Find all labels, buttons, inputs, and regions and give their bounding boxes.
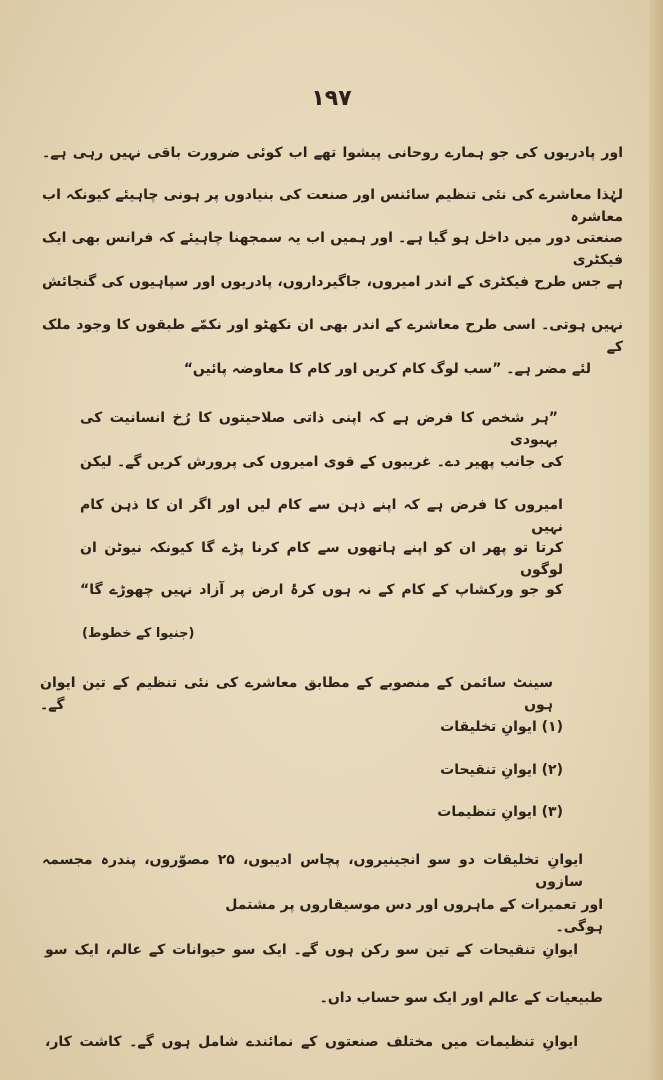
page-number: ۱۹۷ <box>311 86 352 111</box>
text-line: سینٹ سائمن کے منصوبے کے مطابق معاشرے کی نئی تنظیم کے تین ایوان ہوں گے۔ <box>40 675 553 713</box>
text-line: لہٰذا معاشرے کی نئی تنظیم سائنس اور صنعت کی بنیادوں پر ہونی چاہیئے کیونکہ اب معاشرہ <box>42 187 623 225</box>
citation: (جنیوا کے خطوط) <box>82 626 195 641</box>
text-line: ایوانِ تخلیقات دو سو انجینیروں، پچاس ادیبوں، ۲۵ مصوّروں، پندرہ مجسمہ سازوں <box>42 852 584 890</box>
text-line: طبیعیات کے عالم اور ایک سو حساب داں۔ <box>319 990 603 1006</box>
quote-line: امیروں کا فرض ہے کہ اپنے ذہن سے کام لیں اور اگر ان کا ذہن کام نہیں <box>80 497 563 535</box>
quote-line: کو جو ورکشاپ کے کام کے نہ ہوں کرۂ ارض پر آزاد نہیں چھوڑے گا“ <box>80 582 563 598</box>
text-line: نہیں ہوتی۔ اسی طرح معاشرے کے اندر بھی ان نکھٹو اور نکمّے طبقوں کا وجود ملک کے <box>42 317 623 355</box>
text-line: اور تعمیرات کے ماہروں اور دس موسیقاروں پر مشتمل ہوگی۔ <box>225 897 603 935</box>
text-line: صنعتی دور میں داخل ہو گیا ہے۔ اور ہمیں اب یہ سمجھنا چاہیئے کہ فرانس بھی ایک فیکٹری <box>42 230 623 268</box>
page-edge <box>649 0 663 1080</box>
quote-line: کی جانب پھیر دے۔ غریبوں کے قوی امیروں کی پرورش کریں گے۔ لیکن <box>80 454 563 470</box>
list-item: (۱) ایوانِ تخلیقات <box>440 719 563 735</box>
text-line: ایوانِ تنظیمات میں مختلف صنعتوں کے نمائندے شامل ہوں گے۔ کاشت کار، <box>45 1034 578 1050</box>
text-line: اور پادریوں کی جو ہمارے روحانی پیشوا تھے اب کوئی ضرورت باقی نہیں رہی ہے۔ <box>42 145 623 161</box>
text-line: ہے جس طرح فیکٹری کے اندر امیروں، جاگیرداروں، پادریوں اور سپاہیوں کی گنجائش <box>42 274 623 290</box>
list-item: (۲) ایوانِ تنقیحات <box>440 762 563 778</box>
quote-line: ”ہر شخص کا فرض ہے کہ اپنی ذاتی صلاحیتوں کا رُخ انسانیت کی بہبودی <box>80 410 558 448</box>
list-item: (۳) ایوانِ تنظیمات <box>437 804 563 820</box>
text-line: ایوانِ تنقیحات کے تین سو رکن ہوں گے۔ ایک سو حیوانات کے عالم، ایک سو <box>45 942 578 958</box>
quote-line: کرتا تو پھر ان کو اپنے ہاتھوں سے کام کرنا پڑے گا کیونکہ نیوٹن ان لوگوں <box>80 540 563 578</box>
quote-line: لئے مضر ہے۔ ”سب لوگ کام کریں اور کام کا معاوضہ پائیں“ <box>183 361 591 377</box>
